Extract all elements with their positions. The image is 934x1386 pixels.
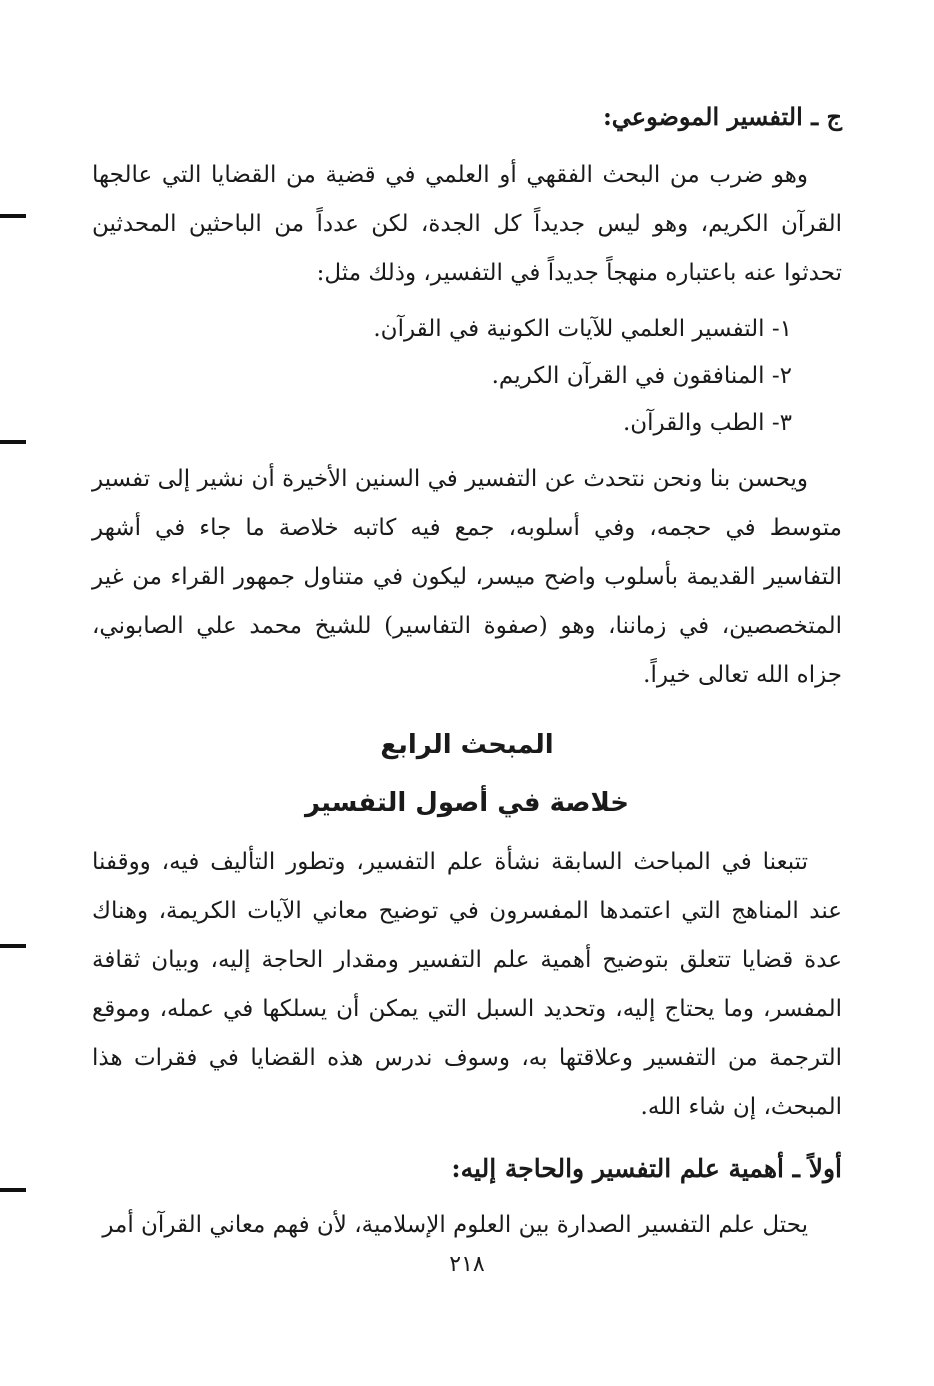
page-body [92, 92, 842, 1258]
subheading-c: ج ـ التفسير الموضوعي: [602, 102, 842, 131]
paragraph-2: ويحسن بنا ونحن نتحدث عن التفسير في السنين الأخيرة أن نشير إلى تفسير متوسط في حجمه، وفي أسلوبه، جمع فيه كاتبه خلاصة ما جاء في أشهر التفاسير القديمة بأسلوب واضح ميسر، ليكون في متناول جمهور القراء من غير المتخصصين، في زماننا، وهو (صفوة التفاسير) للشيخ محمد علي الصابوني، جزاه الله تعالى خيراً. [92, 466, 842, 688]
chapter-title: خلاصة في أصول التفسير [305, 788, 629, 818]
list-item: ٢- المنافقون في القرآن الكريم. [491, 363, 792, 389]
list-item: ٣- الطب والقرآن. [622, 410, 792, 436]
binding-mark [0, 1188, 26, 1192]
chapter-label: المبحث الرابع [380, 730, 554, 760]
paragraph-3: تتبعنا في المباحث السابقة نشأة علم التفسير، وتطور التأليف فيه، ووقفنا عند المناهج التي اعتمدها المفسرون في توضيح معاني الآيات الكريمة، وهناك عدة قضايا تتعلق بتوضيح أهمية علم التفسير ومقدار الحاجة إليه، وبيان ثقافة المفسر، وما يحتاج إليه، وتحديد السبل التي يمكن أن يسلكها في عمله، وموقع الترجمة من التفسير وعلاقتها به، وسوف ندرس هذه القضايا في فقرات هذا المبحث، إن شاء الله. [92, 849, 842, 1120]
paragraph-1: وهو ضرب من البحث الفقهي أو العلمي في قضية من القضايا التي عالجها القرآن الكريم، وهو ليس جديداً كل الجدة، لكن عدداً من الباحثين المحدثين تحدثوا عنه باعتباره منهجاً جديداً في التفسير، وذلك مثل: [92, 162, 842, 286]
binding-mark [0, 944, 26, 948]
binding-mark [0, 214, 26, 218]
paragraph-4: يحتل علم التفسير الصدارة بين العلوم الإسلامية، لأن فهم معاني القرآن أمر [102, 1212, 808, 1238]
examples-list [92, 306, 842, 447]
list-item: ١- التفسير العلمي للآيات الكونية في القرآن. [373, 316, 792, 342]
page-number: ٢١٨ [449, 1252, 485, 1277]
binding-mark [0, 440, 26, 444]
section-heading: أولاً ـ أهمية علم التفسير والحاجة إليه: [451, 1154, 842, 1183]
